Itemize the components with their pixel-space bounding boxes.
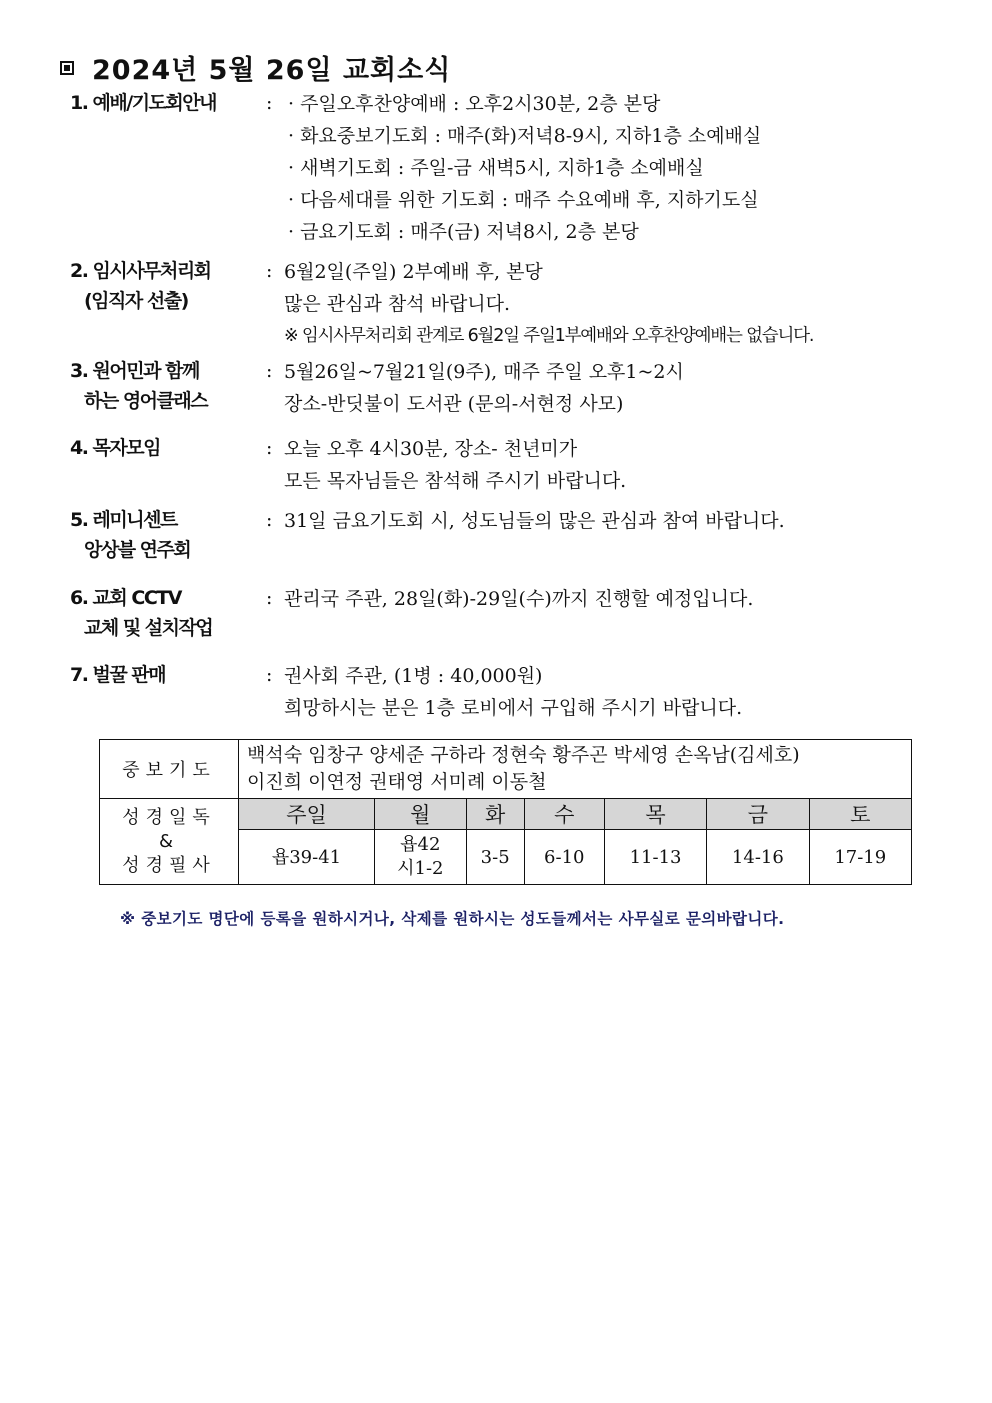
item-line: · 화요중보기도회 : 매주(화)저녁8-9시, 지하1층 소예배실 xyxy=(288,125,762,147)
item-line: · 새벽기도회 : 주일-금 새벽5시, 지하1층 소예배실 xyxy=(288,157,704,179)
day-header: 금 xyxy=(707,799,809,830)
item-note: ※ 임시사무처리회 관계로 6월2일 주일1부예배와 오후찬양예배는 없습니다. xyxy=(284,326,814,346)
item-label xyxy=(70,505,260,565)
reading-label-line: 성경필사 xyxy=(122,854,216,876)
footer-note: ※ 중보기도 명단에 등록을 원하시거나, 삭제를 원하시는 성도들께서는 사무실로 문의바랍니다. xyxy=(120,910,785,928)
reading-text: 3-5 xyxy=(480,846,510,868)
day-header: 목 xyxy=(604,799,706,830)
colon: : xyxy=(266,92,273,114)
item-label xyxy=(70,583,260,643)
item-label-line: 하는 영어클래스 xyxy=(84,390,208,412)
colon: : xyxy=(266,587,273,609)
colon: : xyxy=(266,360,273,382)
item-lines xyxy=(284,505,785,537)
item-line: 5월26일~7월21일(9주), 매주 주일 오후1~2시 xyxy=(284,361,684,383)
item-label-line: 4. 목자모임 xyxy=(70,437,160,459)
item-line: 6월2일(주일) 2부예배 후, 본당 xyxy=(284,261,543,283)
item-line: · 금요기도회 : 매주(금) 저녁8시, 2층 본당 xyxy=(288,221,639,243)
item-label-line: 1. 예배/기도회안내 xyxy=(70,92,216,114)
colon: : xyxy=(266,437,273,459)
item-label-line: 6. 교회 CCTV xyxy=(70,587,181,609)
reading-label-line: 성경일독 xyxy=(122,806,216,828)
square-bullet-icon xyxy=(60,61,74,75)
item-lines xyxy=(284,660,742,724)
reading-cell xyxy=(524,830,604,885)
day-header: 토 xyxy=(809,799,911,830)
item-label-line: 3. 원어민과 함께 xyxy=(70,360,199,382)
item-lines xyxy=(284,433,626,497)
item-lines xyxy=(284,256,813,352)
prayer-names-line: 백석숙 임창구 양세준 구하라 정현숙 황주곤 박세영 손옥남(김세호) xyxy=(247,744,800,766)
item-line: 많은 관심과 참석 바랍니다. xyxy=(284,293,511,315)
reading-label xyxy=(100,799,239,885)
item-line: 오늘 오후 4시30분, 장소- 천년미가 xyxy=(284,438,578,460)
item-line: · 주일오후찬양예배 : 오후2시30분, 2층 본당 xyxy=(288,93,661,115)
prayer-row xyxy=(100,740,912,799)
reading-label-line: & xyxy=(158,830,180,852)
colon: : xyxy=(266,260,273,282)
reading-cell xyxy=(239,830,375,885)
day-header: 주일 xyxy=(239,799,375,830)
item-line: 희망하시는 분은 1층 로비에서 구입해 주시기 바랍니다. xyxy=(284,697,743,719)
reading-cell xyxy=(374,830,466,885)
reading-text: 14-16 xyxy=(731,846,784,868)
item-line: 31일 금요기도회 시, 성도님들의 많은 관심과 참여 바랍니다. xyxy=(284,510,785,532)
prayer-names-line: 이진희 이연정 권태영 서미례 이동철 xyxy=(247,771,547,793)
reading-cell xyxy=(604,830,706,885)
item-label-line: 5. 레미니센트 xyxy=(70,509,177,531)
reading-cell xyxy=(809,830,911,885)
item-label xyxy=(70,256,260,316)
prayer-label: 중보기도 xyxy=(100,740,239,799)
item-label-line: (임직자 선출) xyxy=(84,290,188,312)
day-header: 월 xyxy=(374,799,466,830)
item-line: 권사회 주관, (1병 : 40,000원) xyxy=(284,665,543,687)
prayer-reading-table xyxy=(99,739,912,885)
item-label xyxy=(70,356,260,416)
item-label-line: 앙상블 연주회 xyxy=(84,539,191,561)
item-line: 모든 목자님들은 참석해 주시기 바랍니다. xyxy=(284,470,627,492)
item-label xyxy=(70,433,260,463)
reading-cell xyxy=(466,830,524,885)
item-lines xyxy=(284,356,684,420)
reading-text: 6-10 xyxy=(544,846,585,868)
reading-text: 11-13 xyxy=(629,846,682,868)
item-label-line: 7. 벌꿀 판매 xyxy=(70,664,166,686)
title-row xyxy=(60,48,451,87)
item-lines xyxy=(284,583,753,615)
reading-cell xyxy=(707,830,809,885)
item-label xyxy=(70,660,260,690)
item-line: · 다음세대를 위한 기도회 : 매주 수요예배 후, 지하기도실 xyxy=(288,189,759,211)
item-line: 관리국 주관, 28일(화)-29일(수)까지 진행할 예정입니다. xyxy=(284,588,754,610)
colon: : xyxy=(266,664,273,686)
reading-text: 17-19 xyxy=(834,846,887,868)
reading-text: 욥42 xyxy=(400,834,441,855)
day-header: 수 xyxy=(524,799,604,830)
item-line: 장소-반딧불이 도서관 (문의-서현정 사모) xyxy=(284,393,624,415)
reading-text: 욥39-41 xyxy=(271,846,342,868)
reading-text: 시1-2 xyxy=(397,858,444,879)
item-label-line: 교체 및 설치작업 xyxy=(84,617,213,639)
item-label xyxy=(70,88,260,118)
day-header-row xyxy=(100,799,912,830)
day-header: 화 xyxy=(466,799,524,830)
colon: : xyxy=(266,509,273,531)
page-title: 2024년 5월 26일 교회소식 xyxy=(92,55,452,86)
item-label-line: 2. 임시사무처리회 xyxy=(70,260,211,282)
item-lines xyxy=(288,88,761,248)
prayer-names xyxy=(239,740,912,799)
